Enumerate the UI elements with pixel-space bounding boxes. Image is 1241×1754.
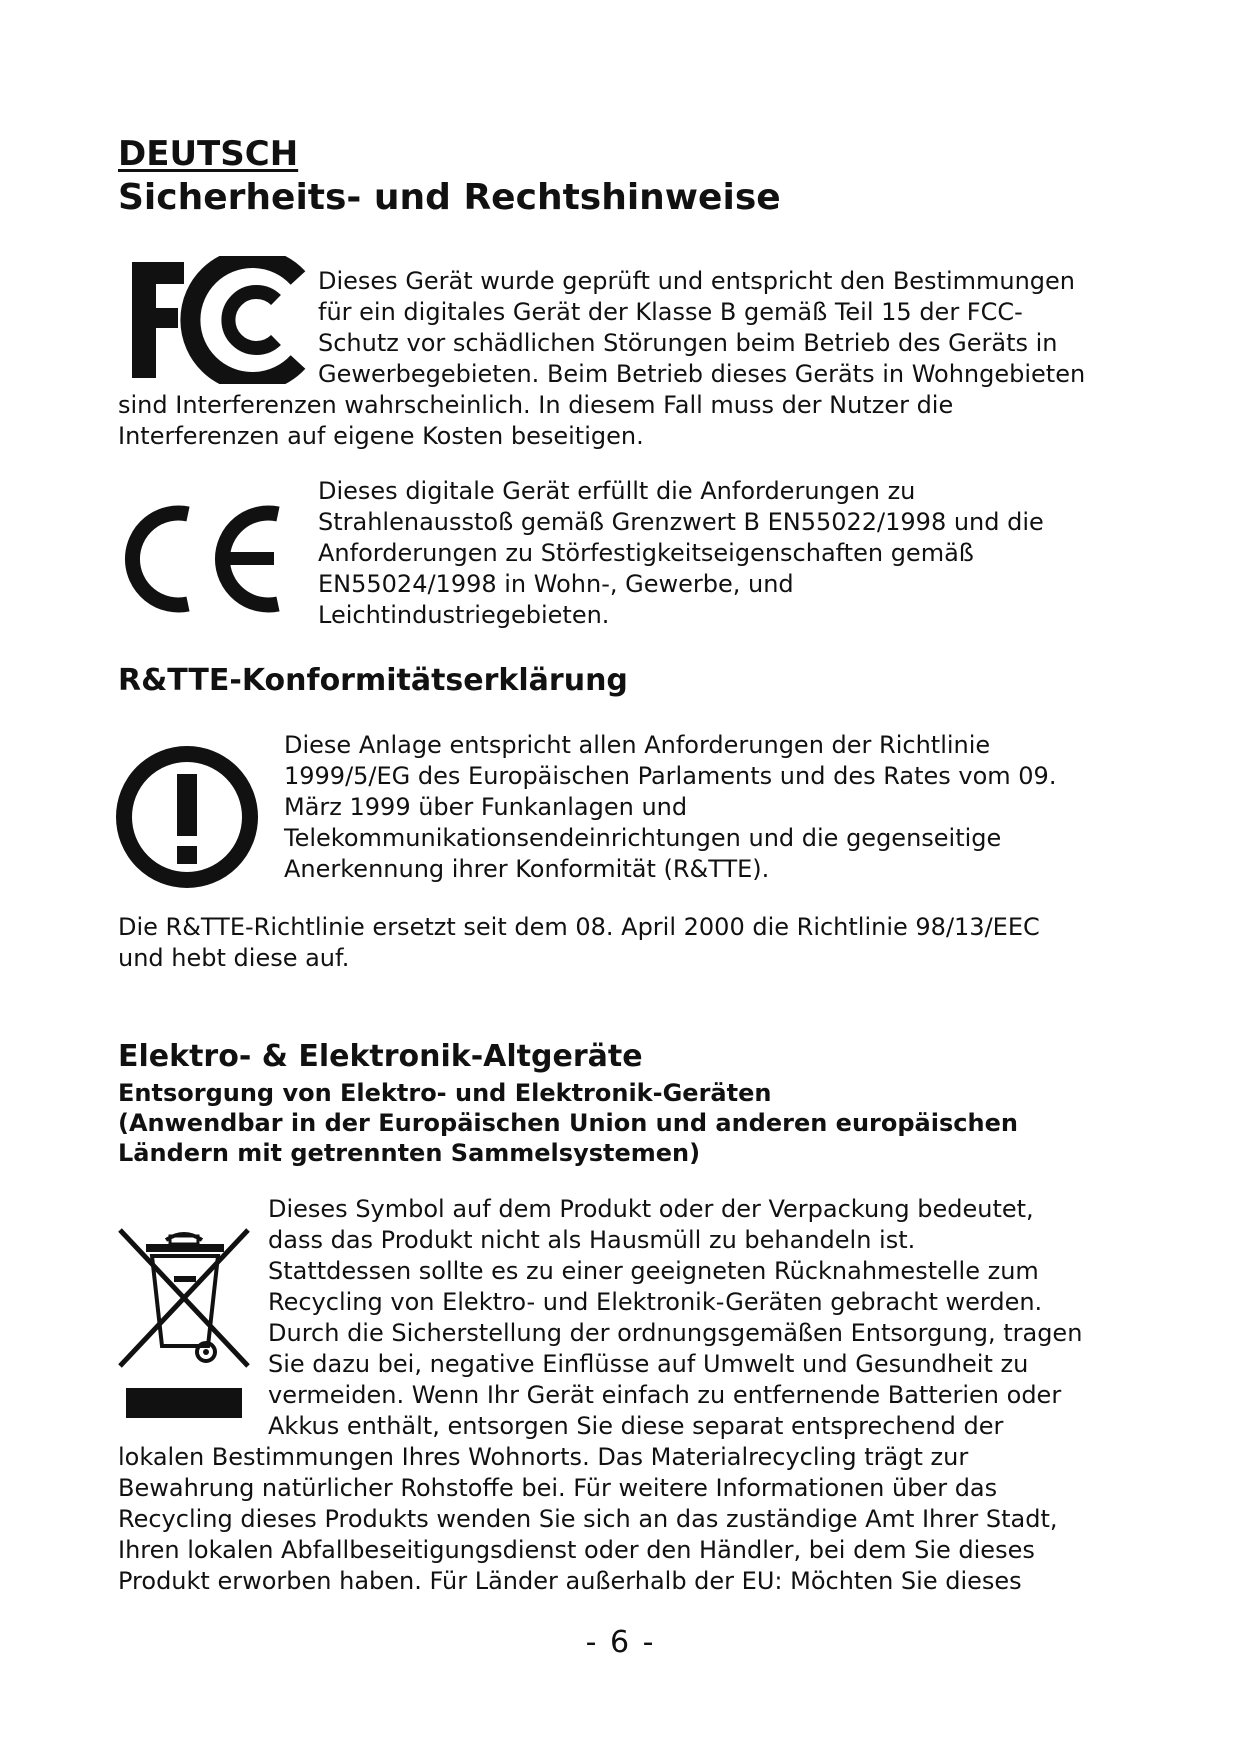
weee-subheading-line: Entsorgung von Elektro- und Elektronik-Geräten: [118, 1079, 772, 1107]
weee-line: Dieses Symbol auf dem Produkt oder der Verpackung bedeutet,: [268, 1195, 1034, 1223]
weee-paragraph-bottom: [118, 1442, 1058, 1597]
ce-line: Leichtindustriegebieten.: [318, 601, 610, 629]
rtte-line: Telekommunikationsendeinrichtungen und die gegenseitige: [284, 824, 1002, 852]
weee-subheading: [118, 1078, 1018, 1168]
fcc-logo-icon: [126, 256, 306, 384]
ce-mark-icon: [124, 500, 292, 618]
rtte-line: Anerkennung ihrer Konformität (R&TTE).: [284, 855, 770, 883]
weee-line: vermeiden. Wenn Ihr Gerät einfach zu entfernende Batterien oder: [268, 1381, 1062, 1409]
page-title: Sicherheits- und Rechtshinweise: [118, 177, 781, 218]
alert-class2-icon: [114, 744, 260, 890]
fcc-line: Schutz vor schädlichen Störungen beim Betrieb des Geräts in: [318, 329, 1058, 357]
fcc-line: Gewerbegebieten. Beim Betrieb dieses Geräts in Wohngebieten: [318, 360, 1086, 388]
fcc-paragraph-bottom: [118, 390, 953, 452]
weee-line: Bewahrung natürlicher Rohstoffe bei. Für weitere Informationen über das: [118, 1474, 998, 1502]
weee-line: Recycling dieses Produkts wenden Sie sich an das zuständige Amt Ihrer Stadt,: [118, 1505, 1058, 1533]
rtte-line: Diese Anlage entspricht allen Anforderungen der Richtlinie: [284, 731, 991, 759]
weee-subheading-line: Ländern mit getrennten Sammelsystemen): [118, 1139, 701, 1167]
fcc-line: sind Interferenzen wahrscheinlich. In diesem Fall muss der Nutzer die: [118, 391, 954, 419]
fcc-paragraph-top: [318, 266, 1085, 390]
weee-line: Sie dazu bei, negative Einflüsse auf Umwelt und Gesundheit zu: [268, 1350, 1029, 1378]
language-heading: DEUTSCH: [118, 134, 299, 174]
ce-line: Strahlenausstoß gemäß Grenzwert B EN55022/1998 und die: [318, 508, 1044, 536]
weee-line: Produkt erworben haben. Für Länder außerhalb der EU: Möchten Sie dieses: [118, 1567, 1022, 1595]
weee-subheading-line: (Anwendbar in der Europäischen Union und anderen europäischen: [118, 1109, 1018, 1137]
weee-line: dass das Produkt nicht als Hausmüll zu behandeln ist.: [268, 1226, 916, 1254]
weee-line: Durch die Sicherstellung der ordnungsgemäßen Entsorgung, tragen: [268, 1319, 1083, 1347]
weee-paragraph-top: [268, 1194, 1082, 1442]
ce-line: EN55024/1998 in Wohn-, Gewerbe, und: [318, 570, 794, 598]
crossed-bin-icon: [114, 1226, 254, 1426]
fcc-line: für ein digitales Gerät der Klasse B gemäß Teil 15 der FCC-: [318, 298, 1023, 326]
weee-line: Recycling von Elektro- und Elektronik-Geräten gebracht werden.: [268, 1288, 1043, 1316]
rtte-note-line: Die R&TTE-Richtlinie ersetzt seit dem 08. April 2000 die Richtlinie 98/13/EEC: [118, 913, 1040, 941]
weee-line: Ihren lokalen Abfallbeseitigungsdienst oder den Händler, bei dem Sie dieses: [118, 1536, 1035, 1564]
fcc-line: Dieses Gerät wurde geprüft und entspricht den Bestimmungen: [318, 267, 1076, 295]
fcc-line: Interferenzen auf eigene Kosten beseitigen.: [118, 422, 644, 450]
weee-line: Akkus enthält, entsorgen Sie diese separat entsprechend der: [268, 1412, 1004, 1440]
ce-line: Dieses digitale Gerät erfüllt die Anforderungen zu: [318, 477, 916, 505]
rtte-paragraph: [284, 730, 1056, 885]
weee-line: Stattdessen sollte es zu einer geeigneten Rücknahmestelle zum: [268, 1257, 1039, 1285]
page-number: - 6 -: [585, 1625, 656, 1660]
rtte-note: [118, 912, 1040, 974]
rtte-line: März 1999 über Funkanlagen und: [284, 793, 688, 821]
ce-line: Anforderungen zu Störfestigkeitseigenschaften gemäß: [318, 539, 974, 567]
rtte-heading: R&TTE-Konformitätserklärung: [118, 663, 628, 698]
weee-line: lokalen Bestimmungen Ihres Wohnorts. Das Materialrecycling trägt zur: [118, 1443, 969, 1471]
rtte-line: 1999/5/EG des Europäischen Parlaments und des Rates vom 09.: [284, 762, 1057, 790]
ce-paragraph: [318, 476, 1044, 631]
weee-heading: Elektro- & Elektronik-Altgeräte: [118, 1039, 643, 1074]
rtte-note-line: und hebt diese auf.: [118, 944, 350, 972]
